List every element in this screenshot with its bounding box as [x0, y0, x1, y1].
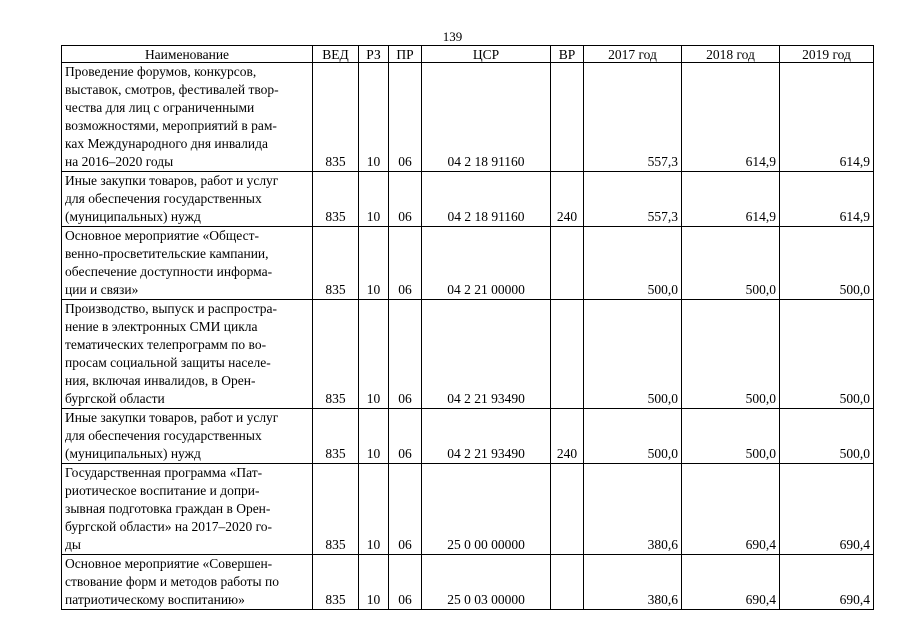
cell-name-line: просам социальной защиты населе- [65, 355, 271, 370]
cell-csr: 04 2 21 00000 [422, 227, 551, 300]
cell-rz: 10 [359, 555, 389, 610]
cell-name-line: выставок, смотров, фестивалей твор- [65, 82, 279, 97]
cell-vr [551, 555, 584, 610]
cell-2019: 500,0 [780, 227, 874, 300]
cell-name-line: Основное мероприятие «Совершен- [65, 556, 273, 571]
cell-name [62, 555, 313, 610]
cell-vr [551, 227, 584, 300]
cell-name-line: ках Международного дня инвалида [65, 136, 268, 151]
cell-2019: 614,9 [780, 172, 874, 227]
cell-pr: 06 [389, 464, 422, 555]
cell-name [62, 227, 313, 300]
header-csr: ЦСР [422, 46, 551, 63]
cell-name [62, 409, 313, 464]
header-vr: ВР [551, 46, 584, 63]
cell-csr: 04 2 21 93490 [422, 300, 551, 409]
cell-ved: 835 [313, 555, 359, 610]
cell-2019: 690,4 [780, 464, 874, 555]
table-row [62, 227, 874, 300]
cell-csr: 04 2 18 91160 [422, 172, 551, 227]
cell-rz: 10 [359, 172, 389, 227]
cell-ved: 835 [313, 464, 359, 555]
cell-pr: 06 [389, 300, 422, 409]
cell-2018: 690,4 [682, 464, 780, 555]
cell-pr: 06 [389, 172, 422, 227]
cell-2018: 690,4 [682, 555, 780, 610]
cell-csr: 04 2 21 93490 [422, 409, 551, 464]
cell-name-line: Иные закупки товаров, работ и услуг [65, 173, 279, 188]
cell-name-line: тематических телепрограмм по во- [65, 337, 267, 352]
cell-pr: 06 [389, 63, 422, 172]
cell-name-line: ния, включая инвалидов, в Орен- [65, 373, 256, 388]
cell-2017: 380,6 [584, 555, 682, 610]
cell-name-line: возможностями, мероприятий в рам- [65, 118, 277, 133]
cell-rz: 10 [359, 409, 389, 464]
cell-2017: 557,3 [584, 172, 682, 227]
cell-name-line: Иные закупки товаров, работ и услуг [65, 410, 279, 425]
cell-ved: 835 [313, 63, 359, 172]
cell-2019: 500,0 [780, 409, 874, 464]
table-row [62, 464, 874, 555]
table-header-row [62, 46, 874, 63]
cell-csr: 25 0 00 00000 [422, 464, 551, 555]
cell-rz: 10 [359, 464, 389, 555]
cell-2019: 690,4 [780, 555, 874, 610]
header-rz: РЗ [359, 46, 389, 63]
table-row [62, 555, 874, 610]
cell-ved: 835 [313, 227, 359, 300]
page-number: 139 [442, 29, 463, 44]
table-row [62, 63, 874, 172]
cell-vr [551, 300, 584, 409]
budget-table [61, 45, 874, 610]
cell-name [62, 300, 313, 409]
cell-vr: 240 [551, 172, 584, 227]
cell-vr [551, 464, 584, 555]
cell-name-line: ды [65, 537, 81, 552]
cell-name [62, 63, 313, 172]
cell-2019: 614,9 [780, 63, 874, 172]
cell-name-line: ции и связи» [65, 282, 139, 297]
table-body [62, 63, 874, 610]
cell-rz: 10 [359, 63, 389, 172]
cell-rz: 10 [359, 300, 389, 409]
cell-name-line: (муниципальных) нужд [65, 209, 201, 224]
cell-2019: 500,0 [780, 300, 874, 409]
cell-name-line: для обеспечения государственных [65, 191, 262, 206]
cell-2018: 500,0 [682, 227, 780, 300]
cell-name-line: (муниципальных) нужд [65, 446, 201, 461]
cell-ved: 835 [313, 409, 359, 464]
cell-name-line: бургской области» на 2017–2020 го- [65, 519, 273, 534]
cell-name-line: Проведение форумов, конкурсов, [65, 64, 257, 79]
cell-name-line: Государственная программа «Пат- [65, 465, 263, 480]
header-2019: 2019 год [780, 46, 874, 63]
cell-ved: 835 [313, 172, 359, 227]
cell-2018: 500,0 [682, 300, 780, 409]
cell-2017: 557,3 [584, 63, 682, 172]
cell-ved: 835 [313, 300, 359, 409]
cell-name-line: для обеспечения государственных [65, 428, 262, 443]
cell-name-line: на 2016–2020 годы [65, 154, 174, 169]
table-row [62, 300, 874, 409]
header-2017: 2017 год [584, 46, 682, 63]
cell-name-line: риотическое воспитание и допри- [65, 483, 260, 498]
cell-name-line: нение в электронных СМИ цикла [65, 319, 258, 334]
cell-name-line: чества для лиц с ограниченными [65, 100, 255, 115]
cell-name-line: зывная подготовка граждан в Орен- [65, 501, 271, 516]
cell-2017: 500,0 [584, 227, 682, 300]
cell-vr: 240 [551, 409, 584, 464]
header-2018: 2018 год [682, 46, 780, 63]
cell-pr: 06 [389, 555, 422, 610]
cell-name-line: венно-просветительские кампании, [65, 246, 269, 261]
cell-name [62, 172, 313, 227]
cell-csr: 25 0 03 00000 [422, 555, 551, 610]
cell-name [62, 464, 313, 555]
table-row [62, 172, 874, 227]
cell-2017: 500,0 [584, 300, 682, 409]
cell-2017: 380,6 [584, 464, 682, 555]
header-ved: ВЕД [313, 46, 359, 63]
table-row [62, 409, 874, 464]
cell-name-line: бургской области [65, 391, 165, 406]
cell-name-line: обеспечение доступности информа- [65, 264, 273, 279]
cell-pr: 06 [389, 227, 422, 300]
cell-vr [551, 63, 584, 172]
cell-2017: 500,0 [584, 409, 682, 464]
cell-rz: 10 [359, 227, 389, 300]
header-name: Наименование [62, 46, 313, 63]
cell-2018: 500,0 [682, 409, 780, 464]
cell-csr: 04 2 18 91160 [422, 63, 551, 172]
cell-2018: 614,9 [682, 63, 780, 172]
cell-name-line: Производство, выпуск и распростра- [65, 301, 278, 316]
header-pr: ПР [389, 46, 422, 63]
cell-pr: 06 [389, 409, 422, 464]
cell-name-line: Основное мероприятие «Общест- [65, 228, 260, 243]
cell-2018: 614,9 [682, 172, 780, 227]
cell-name-line: патриотическому воспитанию» [65, 592, 245, 607]
cell-name-line: ствование форм и методов работы по [65, 574, 279, 589]
